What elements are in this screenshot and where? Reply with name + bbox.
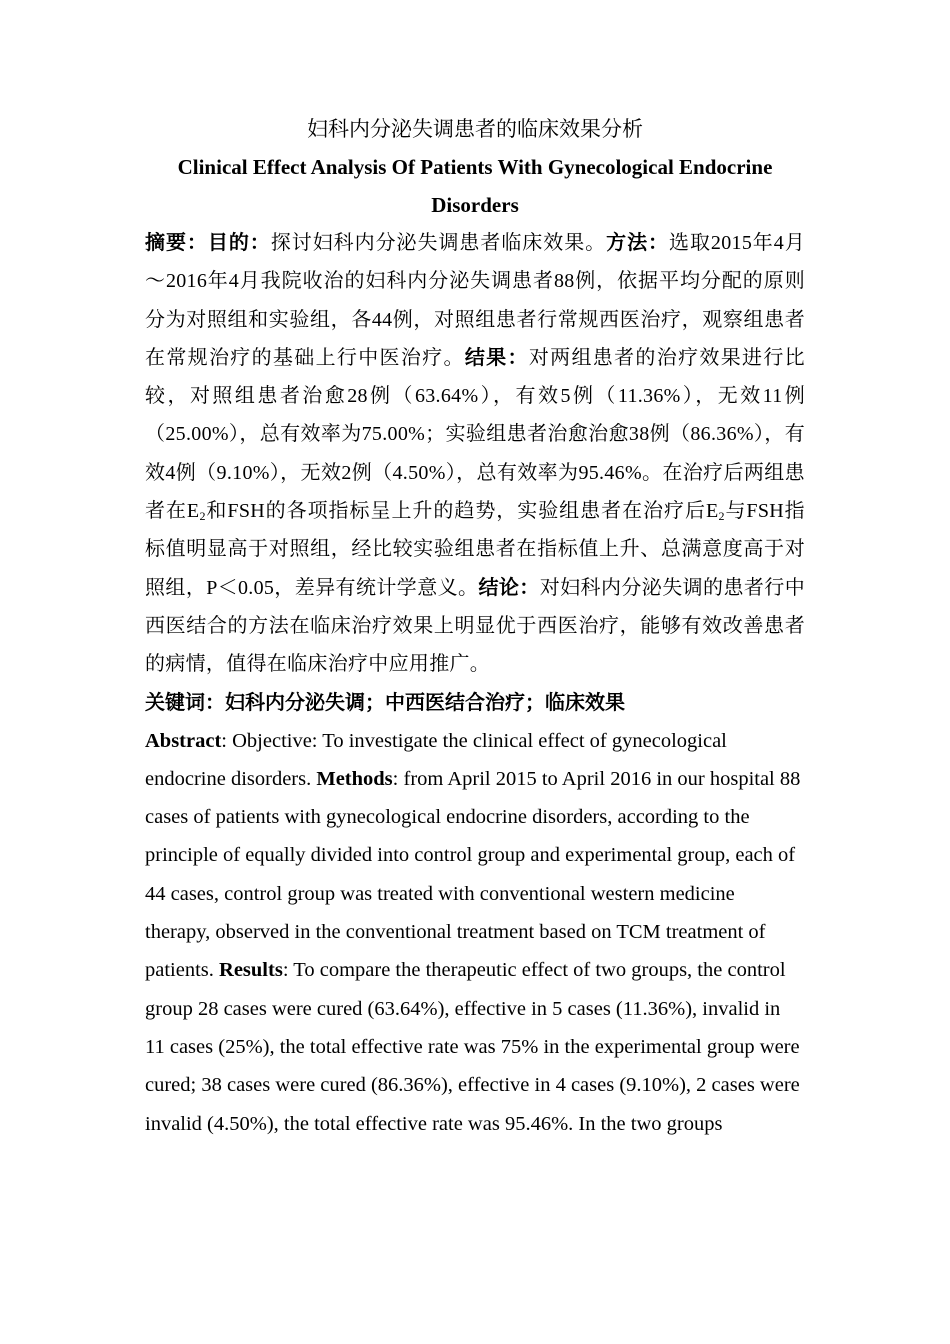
methods-text-en: : from April 2015 to April 2016 in our hospital 88 cases of patients with gynecological endocrine disorders, according to the principle of equally divided into control group and experimental group, each of 44 cases, control group was treated with conventional western medicine therapy, observed in the conventional treatment based on TCM treatment of patients.: [145, 767, 801, 982]
methods-label-en: Methods: [316, 767, 393, 790]
keywords-chinese: 关键词：妇科内分泌失调；中西医结合治疗；临床效果: [145, 691, 625, 714]
results-label-cn: 结果：: [464, 346, 529, 369]
objective-label-cn: 目的：: [207, 232, 271, 254]
abstract-label-cn: 摘要：: [145, 232, 208, 254]
objective-text-en: : Objective: To investigate the clinical effect of gynecological endocrine disorders.: [145, 729, 727, 790]
objective-text-cn: 探讨妇科内分泌失调患者临床效果。: [270, 232, 607, 254]
results-text-cn-c: 与FSH指标值明显高于对照组，经比较实验组患者在指标值上升、总满意度高于对照组，P＜0.05，差异有统计学意义。: [145, 500, 805, 599]
paper-title-english-line1: Clinical Effect Analysis Of Patients With Gynecological Endocrine: [177, 155, 773, 179]
results-text-cn-b: 和FSH的各项指标呈上升的趋势，实验组患者在治疗后E: [205, 500, 719, 523]
conclusion-label-cn: 结论：: [478, 576, 540, 599]
abstract-english: [145, 722, 805, 1143]
results-label-en: Results: [219, 959, 283, 982]
paper-body: [145, 110, 805, 1143]
subscript-2-second: 2: [718, 509, 725, 524]
methods-text-cn: 选取2015年4月～2016年4月我院收治的妇科内分泌失调患者88例，依据平均分配的原则分为对照组和实验组，各44例，对照组患者行常规西医治疗，观察组患者在常规治疗的基础上行中医治疗。: [145, 232, 806, 369]
methods-label-cn: 方法：: [606, 232, 670, 254]
conclusion-text-cn: 对妇科内分泌失调的患者行中西医结合的方法在临床治疗效果上明显优于西医治疗，能够有效改善患者的病情，值得在临床治疗中应用推广。: [145, 576, 805, 676]
subscript-2-first: 2: [199, 509, 206, 524]
paper-title-english: [145, 148, 805, 224]
results-text-cn-a: 对两组患者的治疗效果进行比较，对照组患者治愈28例（63.64%），有效5例（11.36%），无效11例（25.00%），总有效率为75.00%；实验组患者治愈治愈38例（86.36%），有效4例（9.10%），无效2例（4.50%），总有效率为95.46%。在治疗后两组患者在E: [145, 346, 805, 523]
paper-title-english-line2: Disorders: [431, 193, 519, 217]
results-text-en: : To compare the therapeutic effect of two groups, the control group 28 cases were cured (63.64%), effective in 5 cases (11.36%), invalid in 11 cases (25%), the total effective rate was 75% in the experimental group were cured; 38 cases were cured (86.36%), effective in 4 cases (9.10%), 2 cases were invalid (4.50%), the total effective rate was 95.46%. In the two groups: [145, 959, 800, 1135]
abstract-label-en: Abstract: [145, 729, 222, 752]
paper-title-chinese: 妇科内分泌失调患者的临床效果分析: [307, 117, 643, 141]
abstract-chinese: [145, 224, 805, 684]
